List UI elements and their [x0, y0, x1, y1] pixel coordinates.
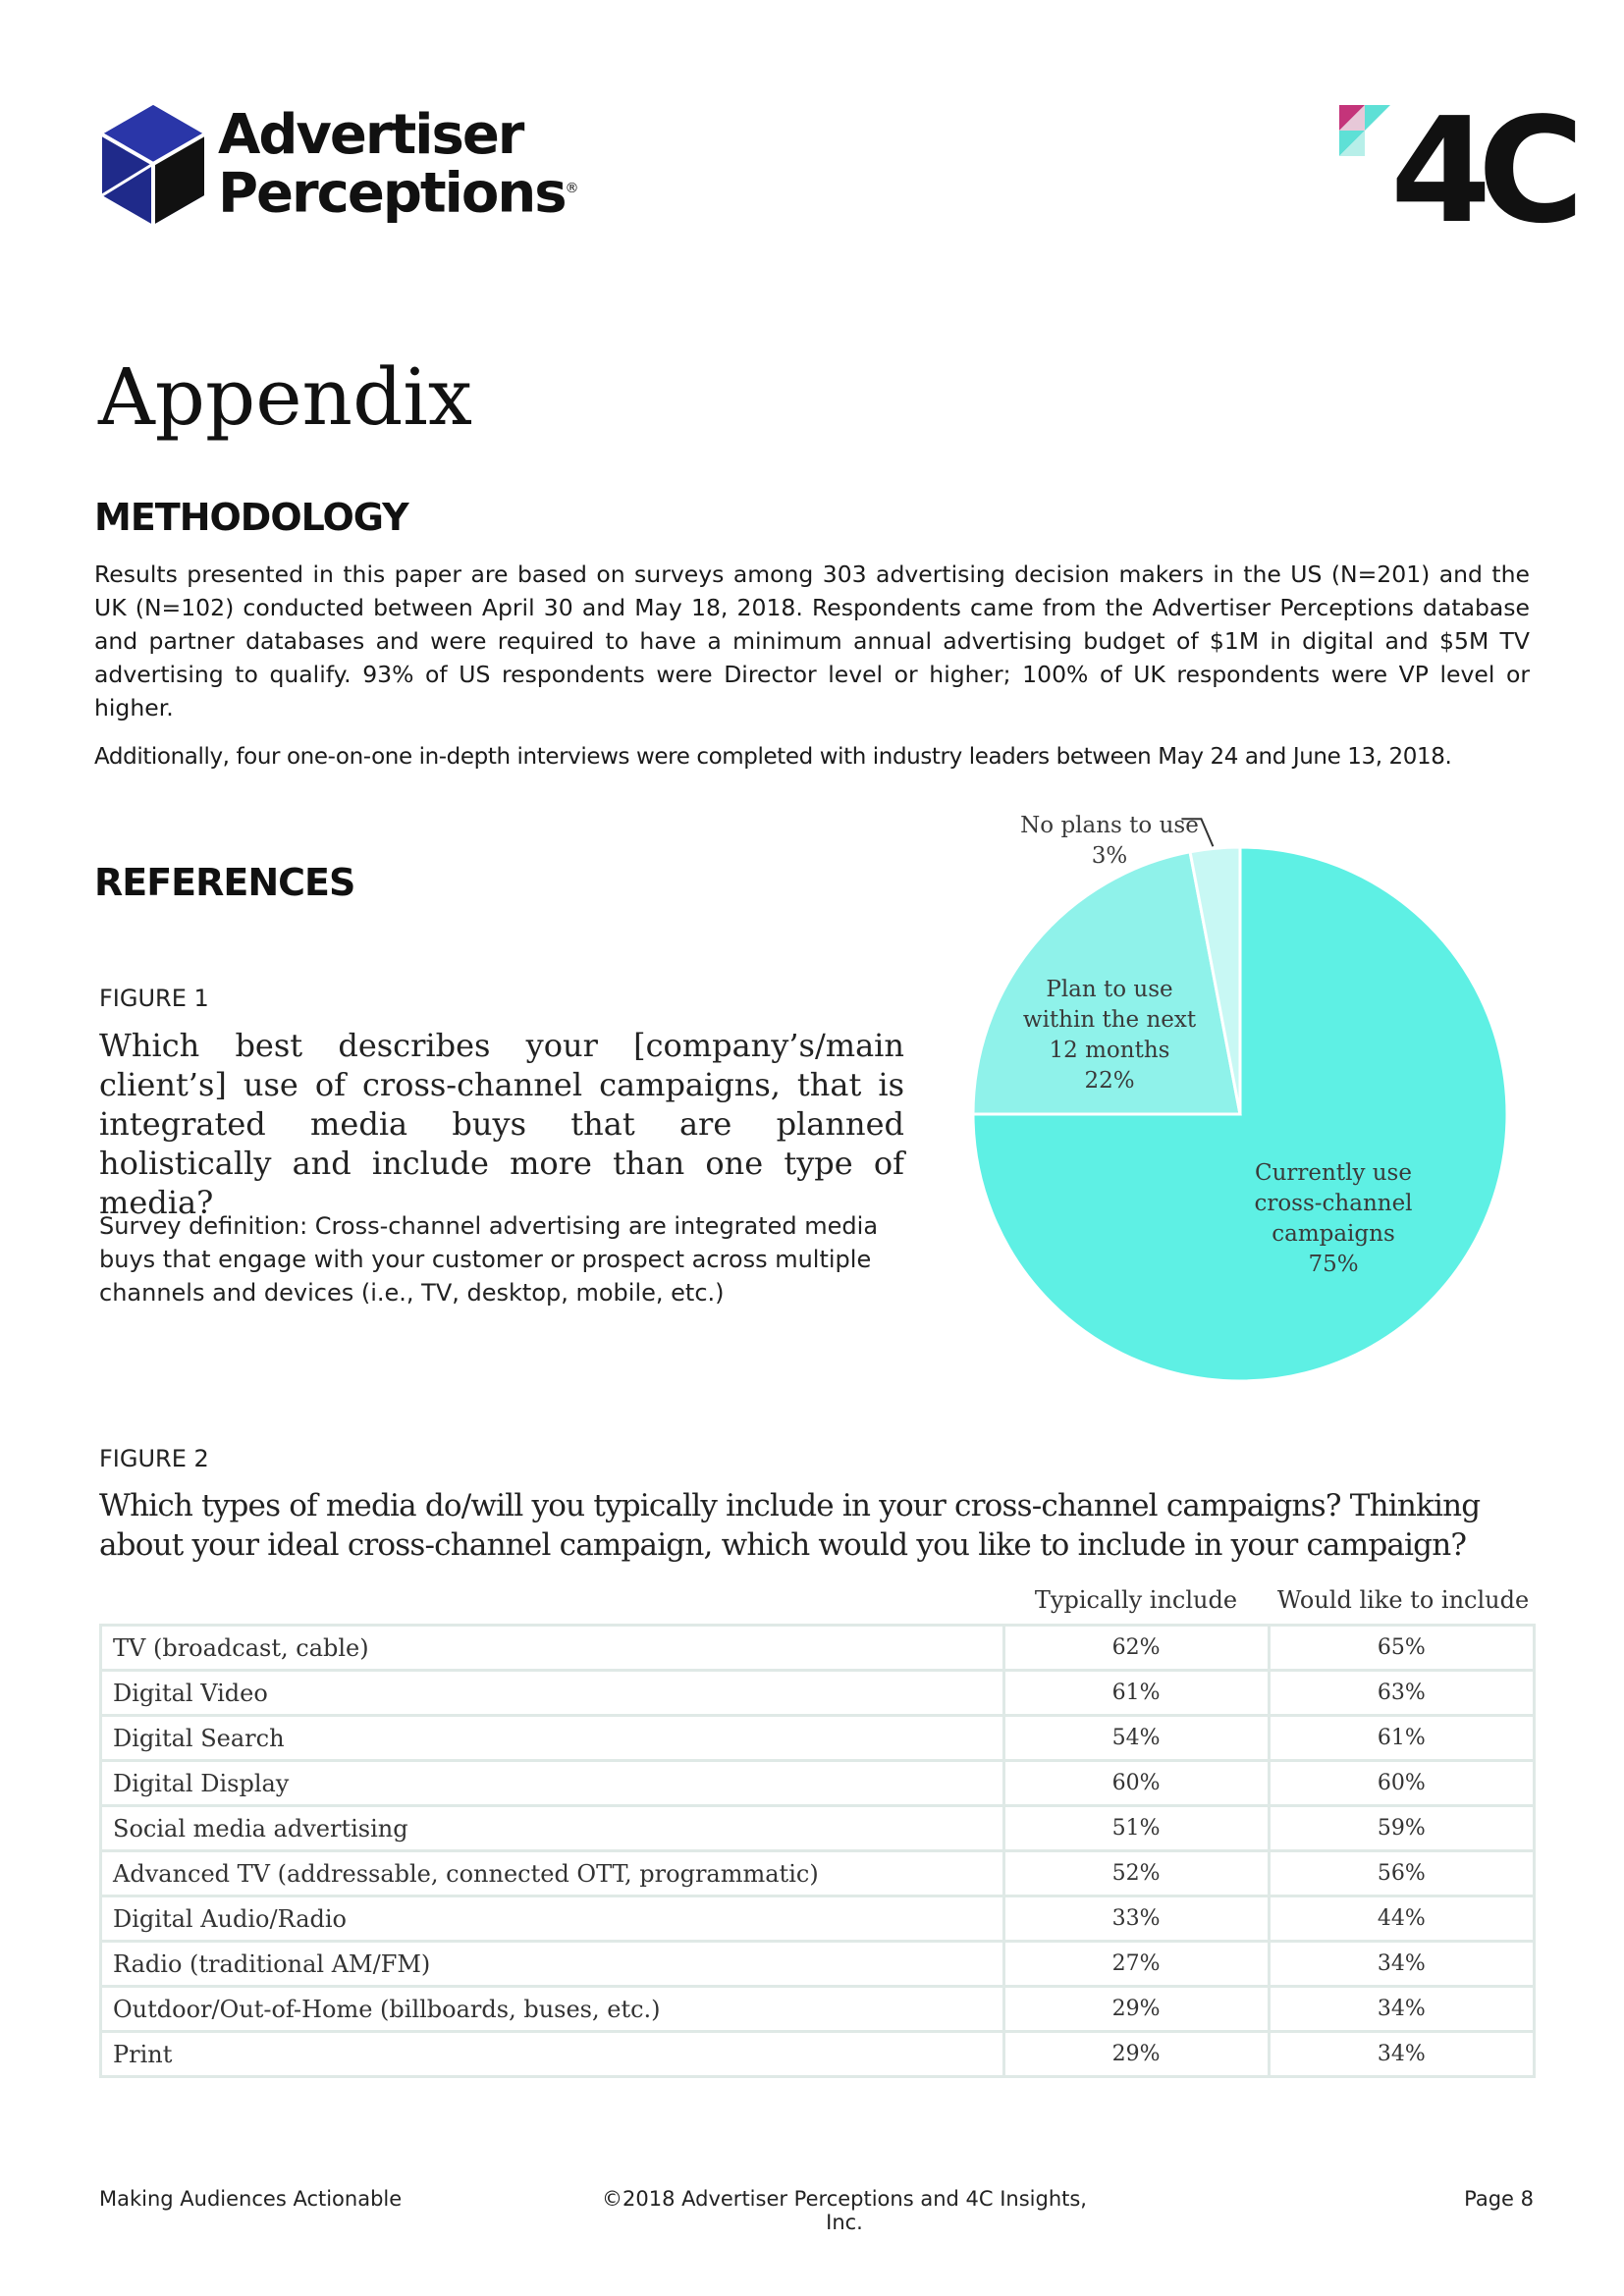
methodology-heading: METHODOLOGY: [94, 496, 408, 539]
would-like-include-value: 65%: [1269, 1626, 1534, 1671]
figure-2-question: Which types of media do/will you typically include in your cross-channel campaigns? Thinking about your ideal cross-channel campaign, which would you like to include in your campaign?: [99, 1488, 1481, 1563]
typically-include-value: 29%: [1003, 2032, 1269, 2077]
would-like-include-value: 61%: [1269, 1716, 1534, 1761]
media-type-name: Digital Display: [101, 1761, 1004, 1806]
table-row: [101, 1942, 1535, 1987]
table-row: [101, 2032, 1535, 2077]
table-row: [101, 1626, 1535, 1671]
typically-include-value: 60%: [1003, 1761, 1269, 1806]
pie-slice-label: Currently use cross-channel campaigns 75%: [1254, 1160, 1413, 1277]
would-like-include-value: 60%: [1269, 1761, 1534, 1806]
table-row: [101, 1851, 1535, 1896]
registered-mark: ®: [565, 181, 579, 196]
media-type-name: Print: [101, 2032, 1004, 2077]
4c-logo: [1339, 86, 1571, 255]
table-row: [101, 1896, 1535, 1942]
brand-line-1: Advertiser: [218, 103, 523, 167]
page-title: Appendix: [98, 351, 472, 443]
hexagon-cube-icon: [98, 103, 208, 227]
footer-copyright: ©2018 Advertiser Perceptions and 4C Insights, Inc.: [602, 2187, 1087, 2234]
column-header-typically: Typically include: [1034, 1586, 1238, 1614]
typically-include-value: 62%: [1003, 1626, 1269, 1671]
media-type-name: Digital Video: [101, 1671, 1004, 1716]
media-types-table: [99, 1624, 1536, 2078]
media-type-name: Digital Audio/Radio: [101, 1896, 1004, 1942]
would-like-include-value: 56%: [1269, 1851, 1534, 1896]
advertiser-perceptions-logo: [98, 103, 628, 231]
media-type-name: Social media advertising: [101, 1806, 1004, 1851]
pie-chart-svg: [962, 795, 1532, 1404]
table-row: [101, 1671, 1535, 1716]
figure-2-label: FIGURE 2: [99, 1445, 209, 1472]
pie-slice-label: No plans to use 3%: [1020, 813, 1199, 869]
media-type-name: Advanced TV (addressable, connected OTT, programmatic): [101, 1851, 1004, 1896]
typically-include-value: 52%: [1003, 1851, 1269, 1896]
4c-logo-mark: [1339, 86, 1571, 255]
methodology-paragraph-2: Additionally, four one-on-one in-depth interviews were completed with industry leaders between May 24 and June 13, 2018.: [94, 744, 1452, 770]
figure-1-label: FIGURE 1: [99, 985, 209, 1012]
would-like-include-value: 34%: [1269, 1987, 1534, 2032]
column-header-would-like: Would like to include: [1276, 1586, 1530, 1614]
typically-include-value: 29%: [1003, 1987, 1269, 2032]
pie-slice-label: Plan to use within the next 12 months 22%: [1022, 977, 1197, 1094]
would-like-include-value: 59%: [1269, 1806, 1534, 1851]
typically-include-value: 51%: [1003, 1806, 1269, 1851]
would-like-include-value: 34%: [1269, 2032, 1534, 2077]
methodology-paragraph-1: Results presented in this paper are based on surveys among 303 advertising decision makers in the US (N=201) and the UK (N=102) conducted between April 30 and May 18, 2018. Respondents came from the Advertiser Perceptions database and partner databases and were required to have a minimum annual advertising budget of $1M in digital and $5M TV advertising to qualify. 93% of US respondents were Director level or higher; 100% of UK respondents were VP level or higher.: [94, 561, 1530, 721]
4c-logo-text: 4C: [1390, 86, 1571, 255]
table-row: [101, 1716, 1535, 1761]
media-type-name: Digital Search: [101, 1716, 1004, 1761]
would-like-include-value: 63%: [1269, 1671, 1534, 1716]
footer-tagline: Making Audiences Actionable: [99, 2187, 403, 2211]
pie-chart: [962, 795, 1532, 1404]
typically-include-value: 33%: [1003, 1896, 1269, 1942]
typically-include-value: 61%: [1003, 1671, 1269, 1716]
media-type-name: Outdoor/Out-of-Home (billboards, buses, etc.): [101, 1987, 1004, 2032]
media-type-name: TV (broadcast, cable): [101, 1626, 1004, 1671]
would-like-include-value: 34%: [1269, 1942, 1534, 1987]
would-like-include-value: 44%: [1269, 1896, 1534, 1942]
media-type-name: Radio (traditional AM/FM): [101, 1942, 1004, 1987]
typically-include-value: 54%: [1003, 1716, 1269, 1761]
footer-page-number: Page 8: [1464, 2187, 1534, 2211]
brand-wordmark: [218, 103, 579, 226]
typically-include-value: 27%: [1003, 1942, 1269, 1987]
figure-1-question: Which best describes your [company’s/main client’s] use of cross-channel campaigns, that is integrated media buys that are planned holistically and include more than one type of media?: [99, 1027, 904, 1221]
table-row: [101, 1761, 1535, 1806]
brand-line-2: Perceptions®: [218, 161, 579, 226]
references-heading: REFERENCES: [94, 861, 355, 904]
table-row: [101, 1987, 1535, 2032]
table-row: [101, 1806, 1535, 1851]
figure-1-definition: Survey definition: Cross-channel advertising are integrated media buys that engage with your customer or prospect across multiple channels and devices (i.e., TV, desktop, mobile, etc.): [99, 1212, 879, 1307]
